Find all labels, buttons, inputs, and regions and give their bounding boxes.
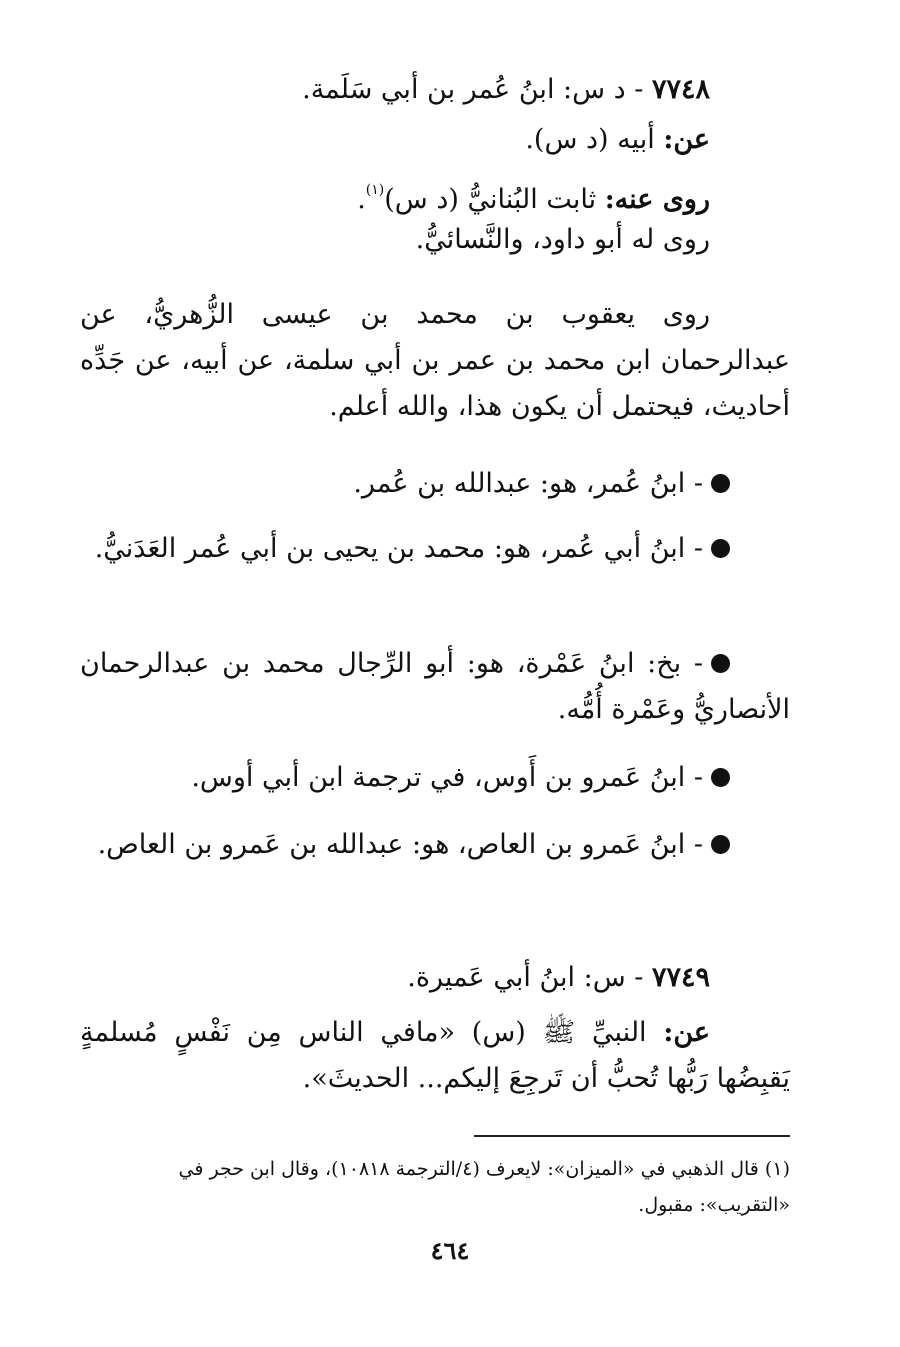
bullet-dot-icon <box>711 654 730 673</box>
footnote-line-1: (١) قال الذهبي في «الميزان»: لايعرف (٤/الترجمة ١٠٨١٨)، وقال ابن حجر في <box>178 1158 790 1180</box>
an-text: النبيِّ ﷺ (س) «مافي الناس مِن نَفْسٍ مُسلمةٍ يَقبِضُها رَبُّها تُحبُّ أن تَرجِعَ إليكم... الحديثَ». <box>80 1017 790 1094</box>
entry-title: - س: ابنُ أبي عَميرة. <box>407 962 652 993</box>
bullet-item <box>80 822 790 868</box>
bullet-text: - ابنُ أبي عُمر، هو: محمد بن يحيى بن أبي عُمر العَدَنيُّ. <box>94 533 703 564</box>
entry-7749-an <box>80 1010 790 1102</box>
footnote-separator <box>474 1135 790 1137</box>
entry-7748-rawa-lahu <box>416 220 710 260</box>
an-label: عن: <box>663 124 710 155</box>
bullet-dot-icon <box>711 539 730 558</box>
an-label: عن: <box>663 1017 710 1048</box>
bullet-dot-icon <box>711 474 730 493</box>
an-text: أبيه (د س). <box>525 124 664 155</box>
bullet-item <box>80 641 790 733</box>
rawa-label: روى عنه: <box>604 184 710 215</box>
entry-7748-an <box>525 120 710 160</box>
entry-7749-header <box>407 958 710 998</box>
footnote-line-2: «التقريب»: مقبول. <box>638 1194 790 1216</box>
rawa-end: . <box>357 184 366 215</box>
entry-number: ٧٧٤٨ <box>651 74 710 105</box>
footnote-reference: (١) <box>365 182 385 198</box>
bullet-dot-icon <box>711 768 730 787</box>
bullet-text: - بخ: ابنُ عَمْرة، هو: أبو الرِّجال محمد بن عبدالرحمان الأنصاريُّ وعَمْرة أُمُّه. <box>80 648 790 725</box>
page-number: ٤٦٤ <box>430 1236 470 1265</box>
entry-title: - د س: ابنُ عُمر بن أبي سَلَمة. <box>302 74 652 105</box>
rawa-text: ثابت البُنانيُّ (د س) <box>384 184 605 215</box>
bullet-item <box>80 526 790 572</box>
entry-7748-rawa <box>357 170 710 220</box>
rawa-lahu-text: روى له أبو داود، والنَّسائيُّ. <box>415 224 710 255</box>
bullet-text: - ابنُ عُمر، هو: عبدالله بن عُمر. <box>353 468 703 499</box>
entry-number: ٧٧٤٩ <box>651 962 710 993</box>
bullet-item <box>353 464 730 504</box>
entry-7748-header <box>302 70 710 110</box>
bullet-text: - ابنُ عَمرو بن أَوس، في ترجمة ابن أبي أوس. <box>191 762 703 793</box>
bullet-dot-icon <box>711 835 730 854</box>
entry-7748-paragraph: روى يعقوب بن محمد بن عيسى الزُّهريُّ، عن عبدالرحمان ابن محمد بن عمر بن أبي سلمة، عن أبيه، عن جَدِّه أحاديث، فيحتمل أن يكون هذا، والله أعلم. <box>80 299 790 422</box>
bullet-text: - ابنُ عَمرو بن العاص، هو: عبدالله بن عَمرو بن العاص. <box>97 829 703 860</box>
bullet-item <box>191 758 730 798</box>
